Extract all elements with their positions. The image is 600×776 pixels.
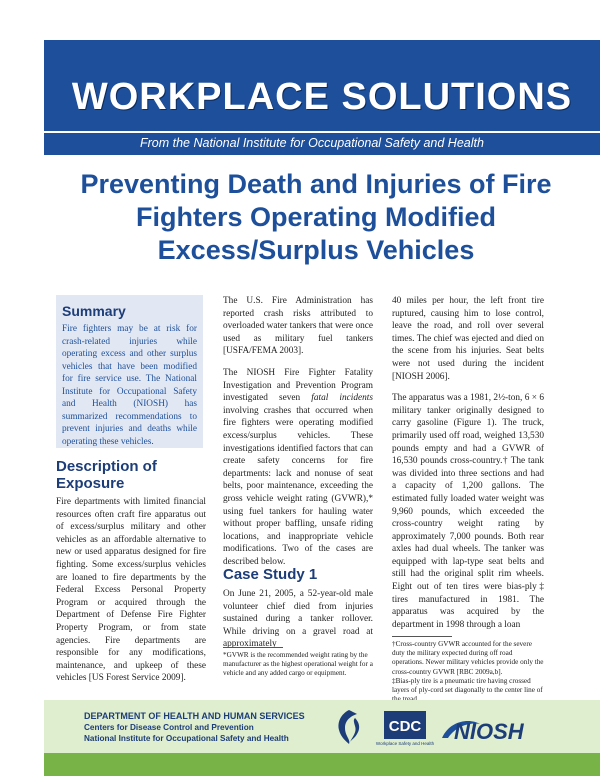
- niosh-logo-text: NIOSH: [454, 719, 524, 744]
- hhs-eagle-icon: [333, 708, 365, 746]
- cdc-logo: [375, 711, 435, 747]
- apparatus-paragraph: The apparatus was a 1981, 2½-ton, 6 × 6 military tanker originally designed to carry gasoline (Figure 1). The truck, primarily used off road, weighed 13,530 pounds empty and had a GVWR of 16,530 pounds cross-country.† The tank was divided into three sections and had a capacity of 1,200 gallons. The estimated fully loaded water weight was 9,960 pounds, which exceeded the cross-country weight rating by approximately 7,000 pounds. Both rear axles had dual wheels. The tanker was equipped with lap-type seat belts and still had the original split rim wheels. Eight out of ten tires were bias-ply‡ tires manufactured in 1981. The apparatus was acquired by the department in 1998 through a loan: [392, 393, 544, 630]
- summary-box: [56, 295, 203, 448]
- footnote-divider: [223, 647, 283, 648]
- niosh-investigation-paragraph: [223, 367, 373, 569]
- publication-banner: [44, 40, 600, 132]
- usfa-paragraph: The U.S. Fire Administration has reported crash risks attributed to overloaded water tankers that were once used as military fuel tankers [USFA/FEMA 2003].: [223, 296, 373, 357]
- description-text: Fire departments with limited financial resources often craft fire apparatus out of excess/surplus military and other vehicles as an affordable alternative to new or used apparatus designed for fire fighting. Some excess/surplus vehicles are loaned to fire departments by the Federal Excess Personal Property Program or acquired through the Department of Defense Fire Fighter Property Program, or from state agencies. Fire departments are responsible for any modifications, maintenance, and upkeep of these vehicles [US Forest Service 2009].: [56, 497, 206, 684]
- column-three: [392, 295, 544, 640]
- case-study-heading: Case Study 1: [223, 566, 318, 583]
- document-headline: Preventing Death and Injuries of Fire Fighters Operating Modified Excess/Surplus Vehicles: [80, 169, 552, 265]
- cdc-line: Centers for Disease Control and Prevention: [84, 723, 254, 732]
- footnotes-column-three: [392, 640, 544, 704]
- hhs-line: DEPARTMENT OF HEALTH AND HUMAN SERVICES: [84, 711, 305, 721]
- cdc-logo-tagline: Workplace Safety and Health: [375, 741, 435, 746]
- gvwr-footnote: *GVWR is the recommended weight rating by the manufacturer as the highest operational weight for a vehicle and any added cargo or equipment.: [223, 651, 373, 678]
- case-study-text: On June 21, 2005, a 52-year-old male volunteer chief died from injuries sustained during a tanker rollover. While driving on a gravel road at approximately: [223, 589, 373, 650]
- cross-country-footnote: †Cross-country GVWR accounted for the severe duty the military expected during off road operations. Newer military vehicles provide only the cross-country GVWR [RBC 2009a,b].: [392, 640, 544, 676]
- summary-heading: Summary: [62, 303, 126, 319]
- summary-text: Fire fighters may be at risk for crash-related injuries while operating excess and other surplus vehicles that have been modified for fire service use. The National Institute for Occupational Safety and Health (NIOSH) has summarized recommendations to prevent injuries and deaths while operating these vehicles.: [62, 324, 197, 447]
- emphasized-term: fatal incidents: [311, 393, 373, 404]
- banner-title: WORKPLACE SOLUTIONS: [71, 76, 573, 118]
- description-heading: Description of Exposure: [56, 458, 157, 492]
- footer-green-bar: [44, 753, 600, 776]
- cdc-logo-text: CDC: [388, 718, 422, 735]
- sub-banner: [44, 133, 600, 155]
- niosh-logo: [440, 716, 532, 744]
- banner-subtitle: From the National Institute for Occupational Safety and Health: [140, 136, 484, 150]
- niosh-line: National Institute for Occupational Safety and Health: [84, 734, 289, 743]
- footer-agency-text: [84, 711, 305, 744]
- top-margin: [0, 0, 600, 40]
- footnote-divider: [392, 636, 452, 637]
- paragraph-part: involving crashes that occurred when fire fighters were operating modified excess/surplus vehicles. These investigations identified factors that can create safety concerns for fire departments: lack and nonuse of seat belts, poor maintenance, exceeding the gross vehicle weight rating (GVWR),* using fuel tankers for hauling water without proper baffling, unsafe riding locations, and inappropriate vehicle modifications. Two of the cases are described below.: [223, 405, 373, 567]
- bias-ply-footnote: ‡Bias-ply tire is a pneumatic tire having crossed layers of ply-cord set diagonally to the center line of: [392, 676, 543, 695]
- incident-paragraph: 40 miles per hour, the left front tire ruptured, causing him to lose control, leave the road, and roll over several times. The chief was ejected and died on the scene from his injuries. Seat belts were not used during the incident [NIOSH 2006].: [392, 296, 544, 382]
- paragraph-part: The NIOSH Fire Fighter Fatality Investigation and Prevention Program investigated seven: [223, 367, 373, 404]
- column-two: [223, 295, 373, 577]
